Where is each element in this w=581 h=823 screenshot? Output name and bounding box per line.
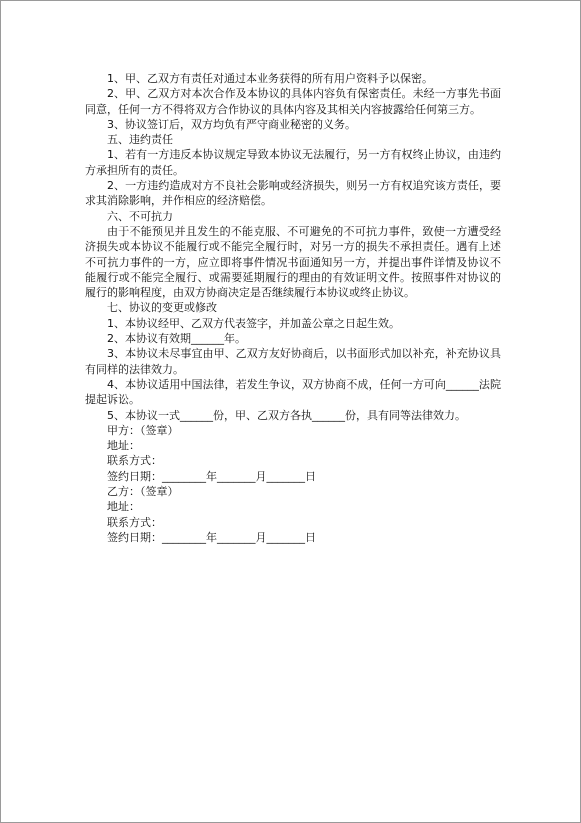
party-a-signature: 甲方：（签章）	[107, 423, 179, 437]
amendment-clause-2: 2、本协议有效期______年。	[107, 332, 246, 346]
breach-clause-1: 1、若有一方违反本协议规定导致本协议无法履行，另一方有权终止协议，由违约方承担所有的责任。	[85, 148, 501, 177]
confidentiality-clause-2: 2、甲、乙双方对本次合作及本协议的具体内容负有保密责任。未经一方事先书面同意，任何一方不得将双方合作协议的具体内容及其相关内容披露给任何第三方。	[85, 87, 501, 116]
party-a-contact: 联系方式：	[107, 454, 162, 468]
section-heading-breach: 五、违约责任	[107, 133, 173, 147]
breach-clause-2: 2、一方违约造成对方不良社会影响或经济损失，则另一方有权追究该方责任，要求其消除影响，并作相应的经济赔偿。	[85, 179, 501, 208]
party-b-signature: 乙方：（签章）	[107, 485, 179, 499]
amendment-clause-5: 5、本协议一式______份，甲、乙双方各执______份，具有同等法律效力。	[107, 408, 466, 422]
party-a-address: 地址：	[107, 439, 140, 453]
party-b-address: 地址：	[107, 500, 140, 514]
amendment-clause-4: 4、本协议适用中国法律，若发生争议，双方协商不成，任何一方可向______法院提起诉讼。	[85, 377, 501, 407]
amendment-clause-1: 1、本协议经甲、乙双方代表签字，并加盖公章之日起生效。	[107, 316, 400, 330]
section-heading-force-majeure: 六、不可抗力	[107, 209, 173, 223]
confidentiality-clause-3: 3、协议签订后，双方均负有严守商业秘密的义务。	[107, 117, 356, 131]
party-b-contact: 联系方式：	[107, 515, 162, 529]
section-heading-amendment: 七、协议的变更或修改	[107, 301, 217, 315]
party-a-sign-date: 签约日期：________年_______月_______日	[107, 469, 316, 483]
document-body	[85, 71, 501, 545]
signature-block	[85, 423, 501, 545]
amendment-clause-3: 3、本协议未尽事宜由甲、乙双方友好协商后，以书面形式加以补充，补充协议具有同样的法律效力。	[85, 347, 501, 376]
confidentiality-clause-1: 1、甲、乙双方有责任对通过本业务获得的所有用户资料予以保密。	[107, 72, 433, 85]
party-b-sign-date: 签约日期：________年_______月_______日	[107, 530, 316, 544]
force-majeure-clause: 由于不能预见并且发生的不能克服、不可避免的不可抗力事件，致使一方遭受经济损失或本协议不能履行或不能完全履行时，对另一方的损失不承担责任。遇有上述不可抗力事件的一方，应立即将事件情况书面通知另一方，并提出事件详情及协议不能履行或不能完全履行、或需要延期履行的理由的有效证明文件。按照事件对协议的履行的影响程度，由双方协商决定是否继续履行本协议或终止协议。	[85, 224, 501, 300]
